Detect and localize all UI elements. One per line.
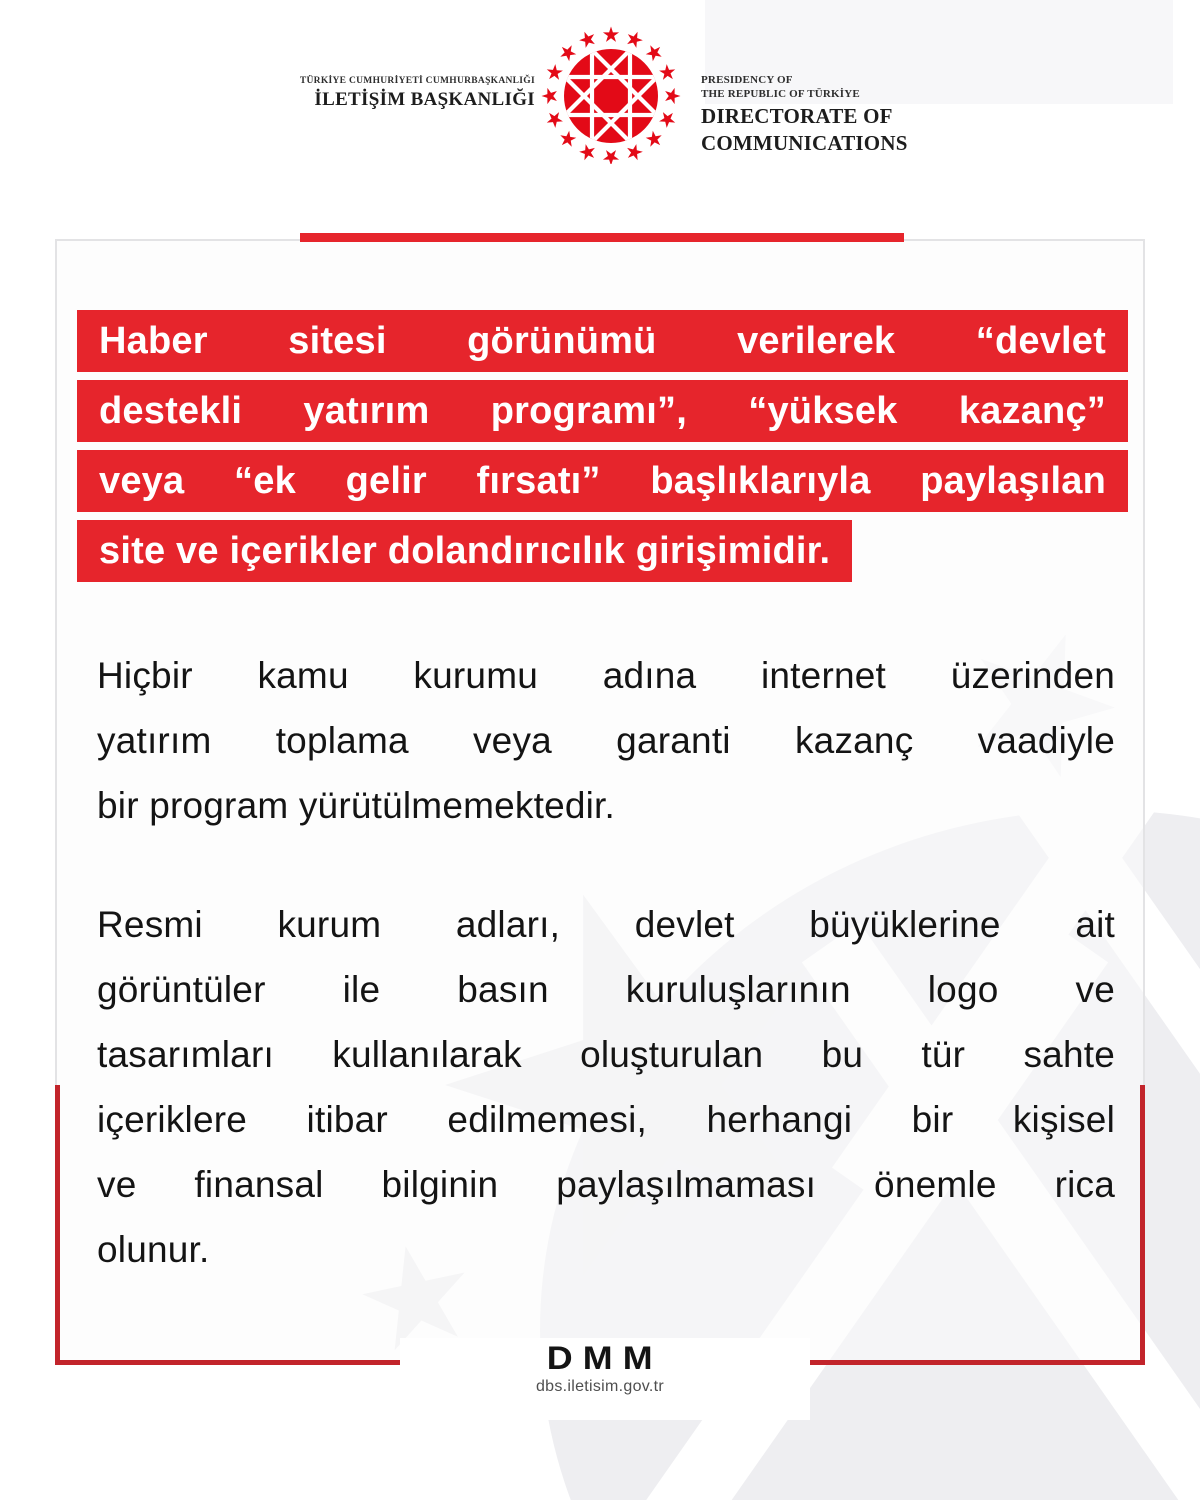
headline xyxy=(77,310,1128,590)
body-line: Hiçbir kamu kurumu adına internet üzerinden xyxy=(97,655,1115,696)
presidency-communications-emblem-icon xyxy=(541,24,681,169)
headline-line: site ve içerikler dolandırıcılık girişimidir. xyxy=(77,520,852,582)
body-line: tasarımları kullanılarak oluşturulan bu tür sahte xyxy=(97,1034,1115,1075)
body-line: bir program yürütülmemektedir. xyxy=(97,785,616,826)
issuer-right xyxy=(701,74,908,155)
dmm-wordmark: DMM xyxy=(546,1340,663,1376)
body-paragraph xyxy=(97,892,1115,1282)
dmm-logo xyxy=(0,1340,1200,1396)
body-line: Resmi kurum adları, devlet büyüklerine ait xyxy=(97,904,1115,945)
content-card xyxy=(55,239,1145,1365)
issuer-right-title-line-1: DIRECTORATE OF xyxy=(701,104,893,128)
issuer-left-small-line: TÜRKİYE CUMHURİYETİ CUMHURBAŞKANLIĞI xyxy=(299,76,535,86)
issuer-right-small-line-2: THE REPUBLIC OF TÜRKİYE xyxy=(701,87,860,100)
issuer-left-title: İLETİŞİM BAŞKANLIĞI xyxy=(314,89,535,110)
red-accent-bar xyxy=(300,233,904,242)
body-line: yatırım toplama veya garanti kazanç vaadiyle xyxy=(97,720,1115,761)
issuer-right-title-line-2: COMMUNICATIONS xyxy=(701,131,908,155)
body-text xyxy=(97,643,1115,1282)
body-paragraph xyxy=(97,643,1115,838)
body-line: olunur. xyxy=(97,1229,210,1270)
headline-line: destekli yatırım programı”, “yüksek kazanç” xyxy=(77,380,1128,442)
headline-line: Haber sitesi görünümü verilerek “devlet xyxy=(77,310,1128,372)
issuer-left xyxy=(300,76,535,111)
dmm-url: dbs.iletisim.gov.tr xyxy=(535,1378,665,1395)
headline-line: veya “ek gelir fırsatı” başlıklarıyla paylaşılan xyxy=(77,450,1128,512)
issuer-right-small-line-1: PRESIDENCY OF xyxy=(701,74,793,86)
body-line: içeriklere itibar edilmemesi, herhangi bir kişisel xyxy=(97,1099,1115,1140)
body-line: görüntüler ile basın kuruluşlarının logo ve xyxy=(97,969,1115,1010)
body-line: ve finansal bilginin paylaşılmaması önemle rica xyxy=(97,1164,1115,1205)
